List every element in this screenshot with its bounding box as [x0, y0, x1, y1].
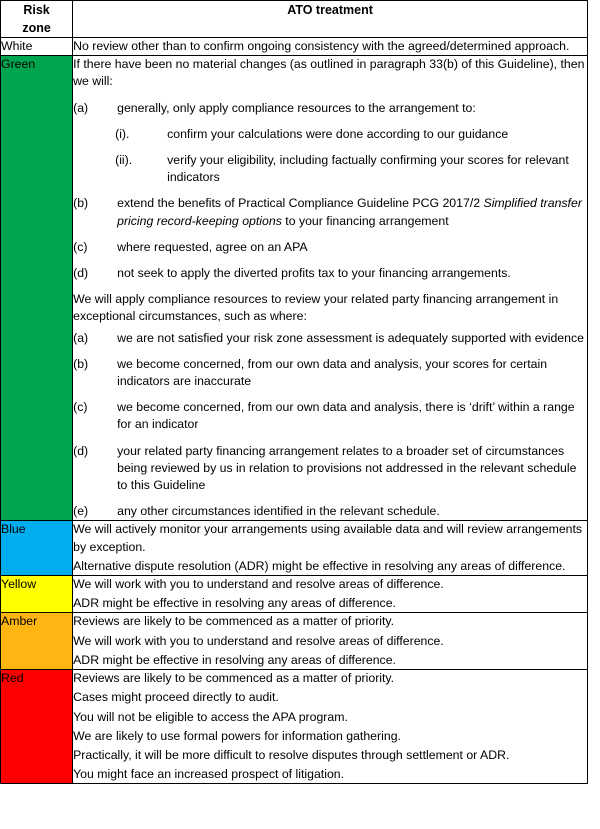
sub-list-item-text: verify your eligibility, including factually confirming your scores for relevant indicators: [167, 153, 569, 185]
list-item-text: we become concerned, from our own data and analysis, your scores for certain indicators are inaccurate: [117, 356, 548, 389]
treatment-paragraph: You might face an increased prospect of litigation.: [73, 767, 345, 782]
column-header-risk-zone-line2: zone: [22, 21, 51, 35]
treatment-paragraph: We are likely to use formal powers for information gathering.: [73, 728, 401, 743]
list-marker: (d): [73, 266, 89, 281]
treatment-paragraph: You will not be eligible to access the APA program.: [73, 709, 348, 724]
zone-label-green: Green: [1, 57, 36, 72]
sub-list-marker: (i).: [115, 126, 130, 141]
list-marker: (b): [73, 356, 89, 371]
treatment-paragraph: Alternative dispute resolution (ADR) might be effective in resolving any areas of difference.: [73, 558, 566, 573]
list-marker: (b): [73, 196, 89, 211]
list-item: [73, 195, 587, 229]
treatment-paragraph: Reviews are likely to be commenced as a matter of priority.: [73, 671, 395, 686]
treatment-cell-red: [73, 670, 588, 784]
list-item-text-italic: Simplified transfer pricing record-keeping options: [117, 196, 582, 228]
treatment-paragraph: We will work with you to understand and resolve areas of difference.: [73, 633, 444, 648]
list-item-text-pre: extend the benefits of Practical Compliance Guideline PCG 2017/2: [117, 196, 484, 211]
sub-list: [73, 126, 587, 187]
treatment-paragraph: No review other than to confirm ongoing consistency with the agreed/determined approach.: [73, 39, 570, 53]
table-row-yellow: [1, 576, 588, 613]
list-item: [73, 330, 587, 347]
column-header-ato-treatment: ATO treatment: [73, 1, 588, 38]
list-item: [73, 356, 587, 390]
zone-label-red: Red: [1, 671, 24, 686]
table-row-green: [1, 56, 588, 521]
list-item-text: not seek to apply the diverted profits tax to your financing arrangements.: [117, 266, 511, 281]
table-header: [1, 1, 588, 38]
list-item-text-post: to your financing arrangement: [281, 213, 449, 228]
zone-cell-blue: [1, 521, 73, 576]
treatment-intro-secondary: We will apply compliance resources to review your related party financing arrangement in exceptional circumstances, such as where:: [73, 292, 559, 324]
treatment-cell-yellow: [73, 576, 588, 613]
list-marker: (c): [73, 400, 88, 415]
list-item: [73, 265, 587, 282]
table-row-blue: [1, 521, 588, 576]
treatment-paragraph: Practically, it will be more difficult to resolve disputes through settlement or ADR.: [73, 747, 510, 762]
list-marker: (d): [73, 443, 89, 458]
list-marker: (c): [73, 239, 88, 254]
zone-label-yellow: Yellow: [1, 577, 37, 592]
list-item: [73, 443, 587, 495]
sub-list-item: [115, 152, 587, 186]
treatment-cell-amber: [73, 613, 588, 670]
zone-cell-yellow: [1, 576, 73, 613]
treatment-paragraph: ADR might be effective in resolving any areas of difference.: [73, 596, 396, 611]
treatment-cell-white: [73, 38, 588, 56]
list-item: [73, 239, 587, 256]
zone-cell-white: [1, 38, 73, 56]
treatment-cell-blue: [73, 521, 588, 576]
table-row-red: [1, 670, 588, 784]
sub-list-item-text: confirm your calculations were done according to our guidance: [167, 126, 509, 141]
list-marker: (a): [73, 100, 89, 115]
zone-label-blue: Blue: [1, 522, 26, 537]
zone-label-amber: Amber: [1, 614, 38, 629]
sub-list-marker: (ii).: [115, 153, 133, 168]
treatment-paragraph: We will work with you to understand and resolve areas of difference.: [73, 577, 444, 592]
list-item-text: any other circumstances identified in the relevant schedule.: [117, 504, 440, 519]
column-header-risk-zone-line1: Risk: [23, 3, 50, 17]
list-item-text: we become concerned, from our own data and analysis, there is ‘drift’ within a range for an indicator: [117, 400, 575, 432]
list-item-text: where requested, agree on an APA: [117, 239, 308, 254]
zone-cell-green: [1, 56, 73, 521]
table-header-row: [1, 1, 588, 38]
treatment-intro: If there have been no material changes (as outlined in paragraph 33(b) of this Guideline), then we will:: [73, 57, 585, 89]
table-row-white: [1, 38, 588, 56]
list-item: [73, 503, 587, 520]
treatment-cell-green: [73, 56, 588, 521]
list-item-text: generally, only apply compliance resources to the arrangement to:: [117, 100, 476, 115]
treatment-paragraph: We will actively monitor your arrangements using available data and will review arrangements by exception.: [73, 522, 583, 554]
zone-cell-amber: [1, 613, 73, 670]
treatment-paragraph: Cases might proceed directly to audit.: [73, 690, 279, 705]
table-body: [1, 38, 588, 784]
zone-cell-red: [1, 670, 73, 784]
list-marker: (e): [73, 504, 89, 519]
table-row-amber: [1, 613, 588, 670]
treatment-paragraph: ADR might be effective in resolving any areas of difference.: [73, 652, 396, 667]
list-item-text: we are not satisfied your risk zone assessment is adequately supported with evidence: [117, 330, 584, 345]
list-item: [73, 100, 587, 117]
list-item-text: [117, 195, 587, 229]
list-marker: (a): [73, 330, 89, 345]
zone-label-white: White: [1, 39, 33, 53]
list-item: [73, 399, 587, 433]
list-item-text: your related party financing arrangement relates to a broader set of circumstances being reviewed by us in relation to provisions not addressed in the relevant schedule to this Guideline: [117, 443, 577, 493]
sub-list-item: [115, 126, 587, 143]
treatment-paragraph: Reviews are likely to be commenced as a matter of priority.: [73, 614, 395, 629]
column-header-risk-zone: [1, 1, 73, 38]
